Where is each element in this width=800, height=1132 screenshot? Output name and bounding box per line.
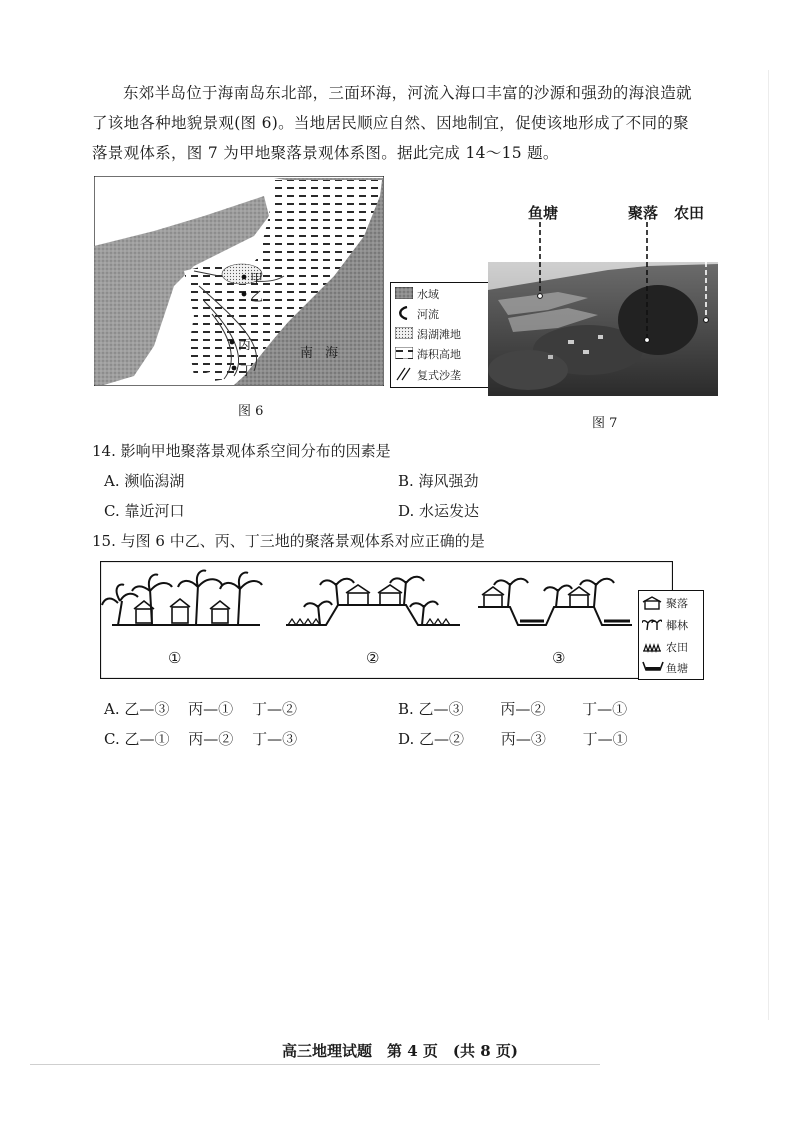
intro-text: 东郊半岛位于海南岛东北部，三面环海，河流入海口丰富的沙源和强劲的海浪造就了该地各种地貌景观(图 6)。当地居民顺应自然、因地制宜，促使该地形成了不同的聚落景观体系，图 7 为甲地聚落景观体系图。据此完成 14～15 题。 [92, 84, 692, 162]
footer-rule [30, 1064, 600, 1065]
legend-dune-label: 复式沙垄 [417, 369, 461, 382]
legend-water [395, 287, 413, 299]
q14-option-b[interactable]: B. 海风强劲 [398, 472, 479, 490]
panel-3-label: ③ [552, 649, 566, 667]
legend-river-icon [395, 306, 413, 320]
legend-palm-icon [642, 617, 662, 631]
figure-6-caption: 图 6 [238, 404, 264, 419]
q15-option-b-part-1: B. 乙—③ [398, 700, 464, 718]
q15-option-d-part-3: 丁—① [582, 730, 628, 748]
legend-highland-label: 海积高地 [417, 348, 461, 361]
q15-option-c[interactable] [104, 728, 297, 749]
legend-settlement-label: 聚落 [666, 597, 688, 610]
q15-option-a-part-2: 丙—① [188, 700, 234, 718]
legend-highland-icon [395, 347, 413, 359]
figure-7-caption: 图 7 [592, 416, 618, 431]
place-yi-label: 乙 [250, 290, 264, 305]
q15-profile-sketch [100, 561, 673, 679]
question-15-stem: 15. 与图 6 中乙、丙、丁三地的聚落景观体系对应正确的是 [92, 532, 485, 550]
legend-palm-label: 椰林 [666, 619, 688, 632]
legend-dune-icon [395, 367, 413, 381]
legend-fishpond-label: 鱼塘 [666, 662, 688, 675]
place-ding-label: 丁 [240, 364, 254, 379]
legend-settlement-icon [642, 596, 662, 610]
place-bing-label: 丙 [238, 338, 252, 353]
q14-option-c[interactable]: C. 靠近河口 [104, 502, 185, 520]
figure-7-photo [488, 200, 718, 400]
q14-option-d[interactable]: D. 水运发达 [398, 502, 480, 520]
page-edge-line [768, 70, 769, 1020]
q15-option-d-part-1: D. 乙—② [398, 730, 465, 748]
place-jia-label: 甲 [250, 272, 264, 287]
figure-6-legend [390, 282, 492, 388]
q15-option-a[interactable] [104, 698, 297, 719]
intro-paragraph [92, 78, 702, 168]
fishpond-label: 鱼塘 [528, 204, 559, 222]
legend-river-label: 河流 [417, 308, 439, 321]
q15-option-c-part-1: C. 乙—① [104, 730, 170, 748]
q15-option-a-part-3: 丁—② [251, 700, 297, 718]
legend-fishpond-icon [642, 660, 664, 672]
q15-option-a-part-1: A. 乙—③ [104, 700, 170, 718]
figure-6-map [94, 176, 384, 386]
q15-option-d-part-2: 丙—③ [500, 730, 546, 748]
q15-option-b[interactable] [398, 698, 627, 719]
legend-tidalflat-label: 潟湖滩地 [417, 328, 461, 341]
page-footer: 高三地理试题 第 4 页 (共 8 页) [282, 1042, 518, 1060]
q15-option-c-part-3: 丁—③ [252, 730, 298, 748]
legend-tidalflat-icon [395, 327, 413, 339]
legend-farmland-label: 农田 [666, 641, 688, 654]
panel-2-label: ② [366, 649, 380, 667]
legend-water-label: 水域 [417, 288, 439, 301]
q14-option-a[interactable]: A. 濒临潟湖 [104, 472, 185, 490]
legend-farmland-icon [642, 639, 662, 653]
q15-option-b-part-2: 丙—② [500, 700, 546, 718]
q15-option-b-part-3: 丁—① [582, 700, 628, 718]
question-14-stem: 14. 影响甲地聚落景观体系空间分布的因素是 [92, 442, 391, 460]
farmland-label: 农田 [674, 204, 705, 222]
q15-option-c-part-2: 丙—② [188, 730, 234, 748]
sea-label: 南 海 [300, 346, 343, 361]
settlement-label: 聚落 [628, 204, 659, 222]
panel-1-label: ① [168, 649, 182, 667]
q15-option-d[interactable] [398, 728, 628, 749]
q15-legend [638, 590, 704, 680]
